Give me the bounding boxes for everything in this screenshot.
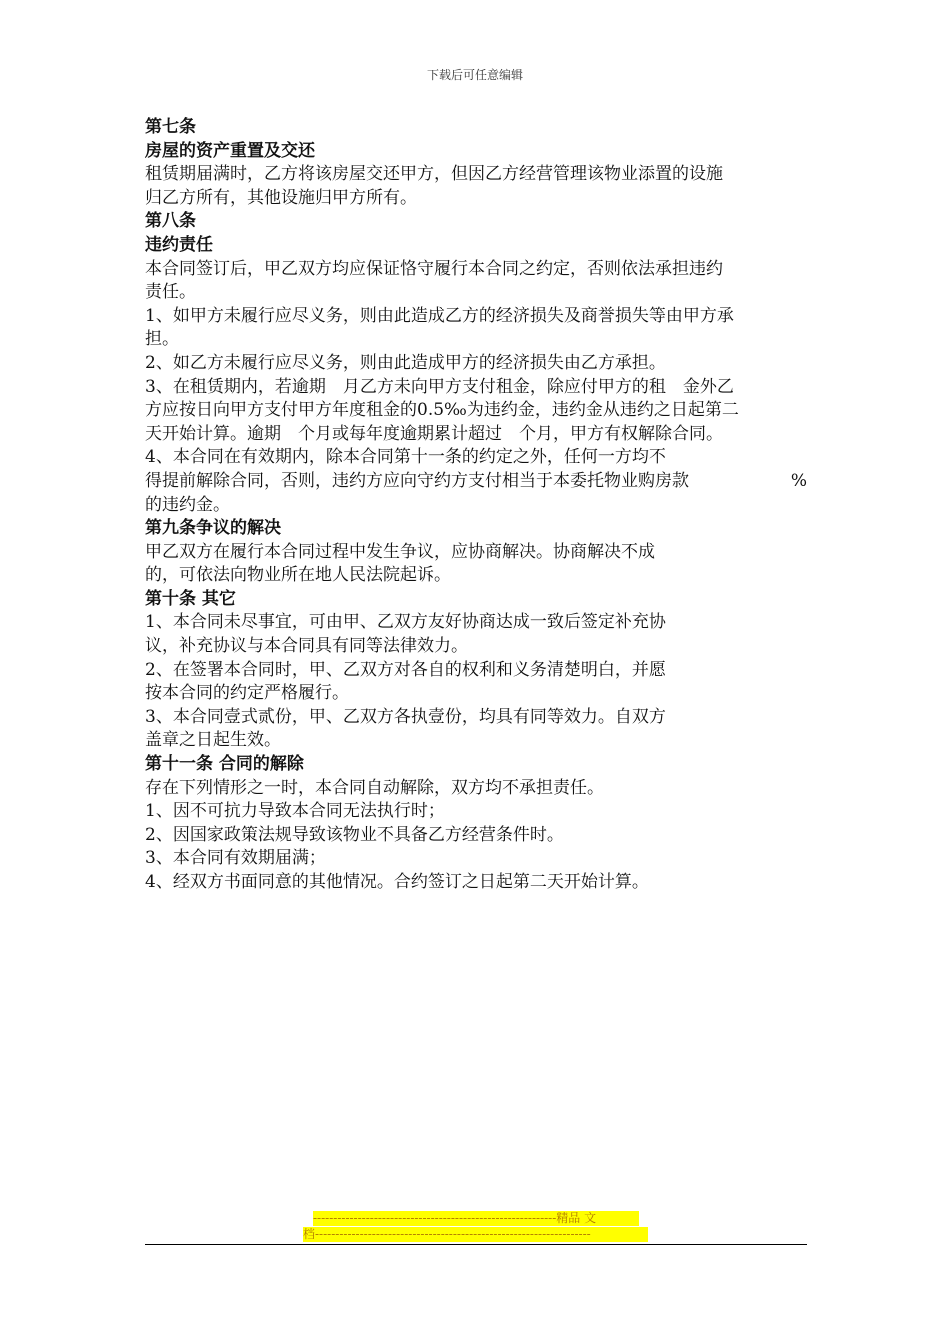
paragraph-line: 4、本合同在有效期内，除本合同第十一条的约定之外，任何一方均不 xyxy=(145,447,666,468)
document-body xyxy=(145,116,810,895)
footer-watermark-line2: 档-------------------------------------------------------------------- xyxy=(303,1227,648,1242)
paragraph-line: 4、经双方书面同意的其他情况。合约签订之日起第二天开始计算。 xyxy=(145,872,649,892)
paragraph-line: 存在下列情形之一时，本合同自动解除，双方均不承担责任。 xyxy=(145,777,604,798)
footer-watermark-line1: ------------------------------------------------------------精品 文 xyxy=(313,1211,639,1226)
paragraph-line: 盖章之日起生效。 xyxy=(145,730,281,751)
paragraph-line-text: 得提前解除合同，否则，违约方应向守约方支付相当于本委托物业购房款 xyxy=(145,470,689,491)
paragraph-line: 责任。 xyxy=(145,282,196,303)
paragraph-line: 担。 xyxy=(145,329,179,350)
footer-rule xyxy=(145,1244,807,1245)
section-heading: 违约责任 xyxy=(145,234,213,255)
paragraph-line: 1、因不可抗力导致本合同无法执行时； xyxy=(145,801,445,822)
paragraph-line: 本合同签订后，甲乙双方均应保证恪守履行本合同之约定，否则依法承担违约 xyxy=(145,258,723,279)
paragraph-line: 3、本合同壹式贰份，甲、乙双方各执壹份，均具有同等效力。自双方 xyxy=(145,706,666,727)
paragraph-line: 天开始计算。逾期 个月或每年度逾期累计超过 个月，甲方有权解除合同。 xyxy=(145,423,723,444)
paragraph-line: 按本合同的约定严格履行。 xyxy=(145,683,349,704)
paragraph-line: 2、在签署本合同时，甲、乙双方对各自的权利和义务清楚明白，并愿 xyxy=(145,659,666,680)
section-heading: 第十一条 合同的解除 xyxy=(145,754,304,775)
paragraph-line: 的违约金。 xyxy=(145,494,230,515)
paragraph-line: 方应按日向甲方支付甲方年度租金的0.5‰为违约金，违约金从违约之日起第二 xyxy=(145,400,739,421)
paragraph-line: 1、本合同未尽事宜，可由甲、乙双方友好协商达成一致后签定补充协 xyxy=(145,612,666,633)
paragraph-line: 甲乙双方在履行本合同过程中发生争议，应协商解决。协商解决不成 xyxy=(145,541,655,562)
paragraph-line: 租赁期届满时，乙方将该房屋交还甲方，但因乙方经营管理该物业添置的设施 xyxy=(145,164,723,185)
section-heading: 第七条 xyxy=(145,117,196,137)
section-heading: 第八条 xyxy=(145,211,196,232)
paragraph-line: 2、因国家政策法规导致该物业不具备乙方经营条件时。 xyxy=(145,824,564,845)
paragraph-line: 的，可依法向物业所在地人民法院起诉。 xyxy=(145,565,451,586)
paragraph-line: 3、本合同有效期届满； xyxy=(145,848,326,869)
paragraph-line: 归乙方所有，其他设施归甲方所有。 xyxy=(145,187,417,208)
paragraph-line xyxy=(145,470,807,494)
percent-sign: % xyxy=(790,470,807,491)
paragraph-line: 议，补充协议与本合同具有同等法律效力。 xyxy=(145,636,468,657)
section-heading: 第十条 其它 xyxy=(145,588,236,609)
page-header: 下载后可任意编辑 xyxy=(426,68,523,82)
section-heading: 第九条争议的解决 xyxy=(145,518,281,539)
paragraph-line: 2、如乙方未履行应尽义务，则由此造成甲方的经济损失由乙方承担。 xyxy=(145,352,666,373)
paragraph-line: 3、在租赁期内，若逾期 月乙方未向甲方支付租金，除应付甲方的租 金外乙 xyxy=(145,376,734,397)
paragraph-line: 1、如甲方未履行应尽义务，则由此造成乙方的经济损失及商誉损失等由甲方承 xyxy=(145,305,734,326)
section-heading: 房屋的资产重置及交还 xyxy=(145,140,315,161)
